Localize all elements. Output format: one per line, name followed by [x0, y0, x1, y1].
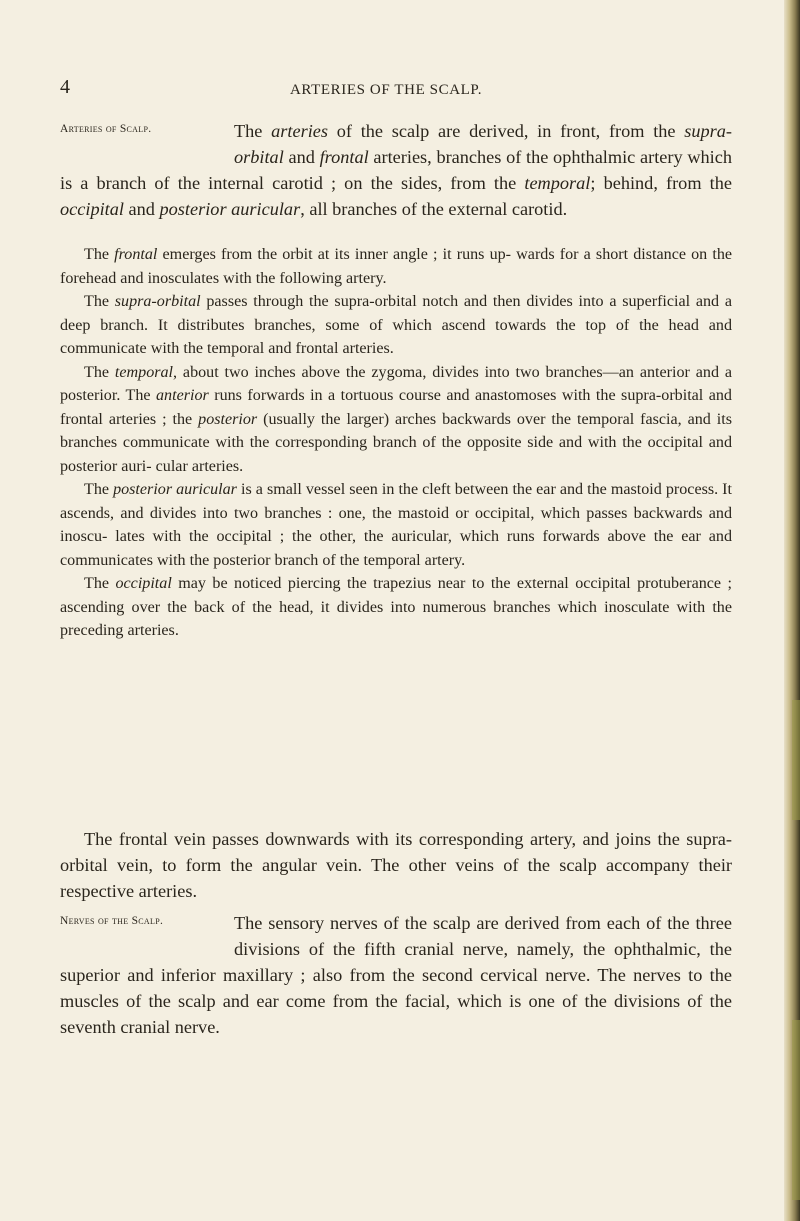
page-edge-stain: [792, 700, 800, 820]
supra-orbital-artery-paragraph: The supra-orbital passes through the supra-orbital notch and then divides into a superficial and a deep branch. It distributes branches, some of which ascend towards the top of the head and communicate with the temporal and frontal arteries.: [60, 293, 732, 357]
page-number: 4: [60, 76, 70, 98]
side-note-arteries: Arteries of Scalp.: [60, 123, 152, 135]
side-note-nerves: Nerves of the Scalp.: [60, 915, 164, 927]
nerves-paragraph: The sensory nerves of the scalp are derived from each of the three divisions of the fifth cranial nerve, namely, the ophthalmic, the superior and inferior maxillary ; also from the second cervical nerve. The nerves to the muscles of the scalp and ear come from the facial, which is one of the divisions of the seventh cranial nerve.: [60, 913, 732, 1037]
occipital-artery-paragraph: The occipital may be noticed piercing the trapezius near to the external occipital protuberance ; ascending over the back of the head, it divides into numerous branches which inosculate with the preceding arteries.: [60, 575, 732, 639]
artery-details-section: [60, 243, 732, 643]
page-edge-stain: [792, 1020, 800, 1200]
temporal-artery-paragraph: The temporal, about two inches above the zygoma, divides into two branches—an anterior and a posterior. The anterior runs forwards in a tortuous course and anastomoses with the supra-orbital and frontal arteries ; the posterior (usually the larger) arches backwards over the temporal fascia, and its branches communicate with the corresponding branch of the opposite side and with the occipital and posterior auri- cular arteries.: [60, 363, 733, 475]
veins-section: [60, 826, 732, 904]
posterior-auricular-paragraph: The posterior auricular is a small vessel seen in the cleft between the ear and the mastoid process. It ascends, and divides into two branches : one, the mastoid or occipital, which passes backwards and inoscu- lates with the occipital ; the other, the auricular, which runs forwards above the ear and communicates with the posterior branch of the temporal artery.: [60, 481, 733, 569]
arteries-intro-section: [60, 118, 732, 222]
page-header: [0, 76, 800, 100]
frontal-artery-paragraph: The frontal emerges from the orbit at its inner angle ; it runs up- wards for a short distance on the forehead and inosculates with the following artery.: [60, 246, 733, 287]
arteries-intro-paragraph: The arteries of the scalp are derived, in front, from the supra-orbital and frontal arteries, branches of the ophthalmic artery which is a branch of the internal carotid ; on the sides, from the temporal; behind, from the occipital and posterior auricular, all branches of the external carotid.: [60, 121, 732, 219]
running-title: ARTERIES OF THE SCALP.: [290, 82, 483, 98]
nerves-section: [60, 910, 732, 1040]
veins-paragraph: The frontal vein passes downwards with its corresponding artery, and joins the supra-orbital vein, to form the angular vein. The other veins of the scalp accompany their respective arteries.: [60, 829, 732, 901]
